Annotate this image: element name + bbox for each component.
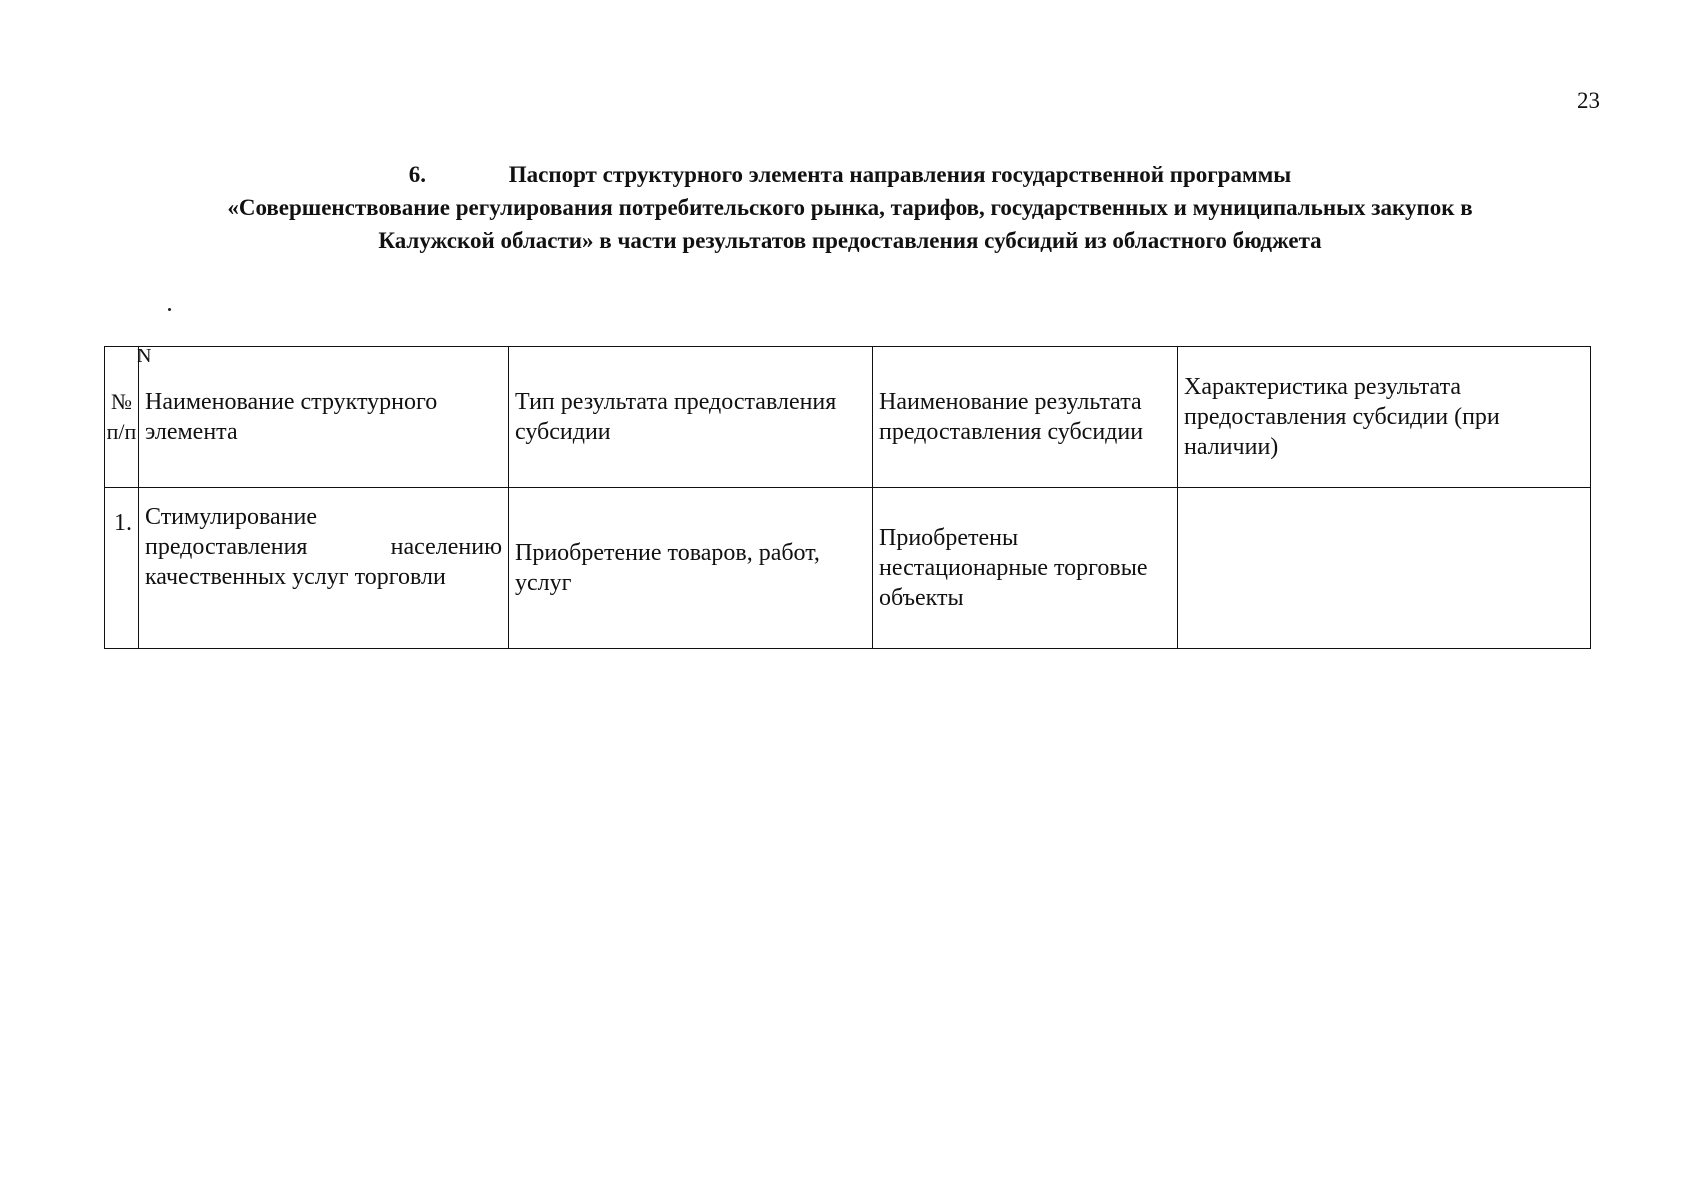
row-result: Приобретены нестационарные торговые объекты xyxy=(873,488,1178,649)
header-name xyxy=(139,347,509,488)
header-n-mark: N xyxy=(137,345,152,367)
row-name-line-3: качественных услуг торговли xyxy=(145,564,446,590)
row-name-line-2 xyxy=(145,532,502,562)
header-characteristic xyxy=(1178,347,1591,488)
heading-line-3: Калужской области» в части результатов предоставления субсидий из областного бюджета xyxy=(378,228,1322,253)
header-name-label: Наименование структурного элемента xyxy=(145,389,438,445)
row-name-line-2a: предоставления xyxy=(145,534,308,560)
row-name xyxy=(139,488,509,649)
row-type: Приобретение товаров, работ, услуг xyxy=(509,488,873,649)
row-name-line-2b: населению xyxy=(390,534,502,560)
header-type-label: Тип результата предоставления субсидии xyxy=(515,389,837,445)
table-row xyxy=(105,488,1591,649)
row-characteristic xyxy=(1178,488,1591,649)
stray-dot xyxy=(168,308,171,311)
header-result-label: Наименование результата предоставления субсидии xyxy=(879,389,1144,445)
heading-line-1 xyxy=(100,158,1600,191)
table-header-row xyxy=(105,347,1591,488)
header-characteristic-label: Характеристика результата предоставления субсидии (при наличии) xyxy=(1184,374,1500,460)
page-number: 23 xyxy=(1577,88,1600,113)
section-number: 6. xyxy=(408,162,426,187)
row-name-line-1: Стимулирование xyxy=(145,504,317,530)
header-type xyxy=(509,347,873,488)
header-result xyxy=(873,347,1178,488)
heading-line-2: «Совершенствование регулирования потребительского рынка, тарифов, государственных и муниципальных закупок в xyxy=(227,195,1473,220)
document-heading xyxy=(100,158,1600,257)
row-num: 1. xyxy=(105,488,139,649)
heading-title: Паспорт структурного элемента направления государственной программы xyxy=(508,162,1292,187)
header-num xyxy=(105,347,139,488)
passport-table xyxy=(104,346,1591,649)
header-num-label: № п/п xyxy=(106,389,137,444)
